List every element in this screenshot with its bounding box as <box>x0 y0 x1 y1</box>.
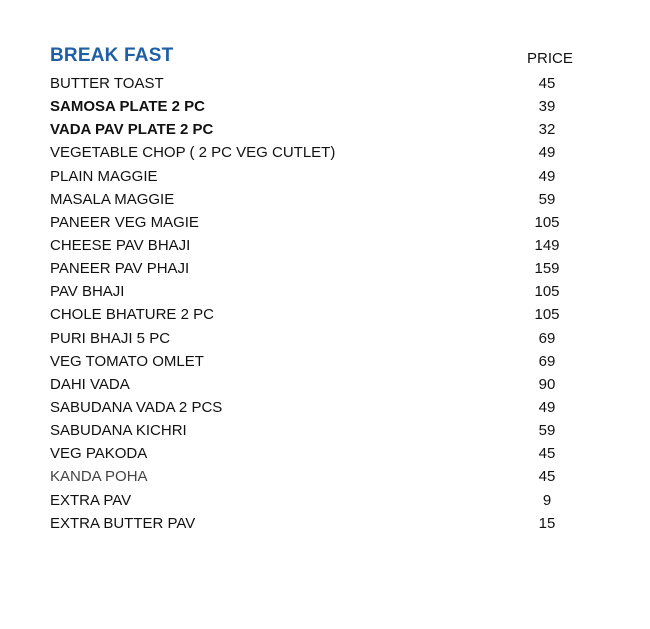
menu-item-row <box>0 396 650 419</box>
menu-item-row <box>0 165 650 188</box>
menu-item-price: 69 <box>538 329 556 347</box>
menu-item-row <box>0 350 650 373</box>
menu-item-name: VEGETABLE CHOP ( 2 PC VEG CUTLET) <box>50 144 336 162</box>
menu-item-row <box>0 465 650 488</box>
menu-item-row <box>0 141 650 164</box>
menu-item-name: CHEESE PAV BHAJI <box>50 236 191 254</box>
menu-item-name: VADA PAV PLATE 2 PC <box>50 121 214 139</box>
menu-item-row <box>0 188 650 211</box>
menu-item-row <box>0 257 650 280</box>
menu-item-list <box>0 72 650 535</box>
menu-item-price: 59 <box>538 422 556 440</box>
menu-item-name: PANEER VEG MAGIE <box>50 213 199 231</box>
menu-item-price: 49 <box>538 167 556 185</box>
menu-item-name: VEG PAKODA <box>50 445 148 463</box>
menu-item-row <box>0 442 650 465</box>
menu-item-row <box>0 373 650 396</box>
menu-item-row <box>0 489 650 512</box>
menu-item-row <box>0 280 650 303</box>
menu-item-price: 15 <box>538 514 556 532</box>
price-column-header: PRICE <box>527 50 573 67</box>
menu-item-price: 69 <box>538 352 556 370</box>
menu-item-row <box>0 72 650 95</box>
menu-item-price: 105 <box>534 283 560 301</box>
menu-item-row <box>0 512 650 535</box>
menu-item-price: 49 <box>538 144 556 162</box>
menu-item-name: SABUDANA KICHRI <box>50 422 187 440</box>
menu-item-name: MASALA MAGGIE <box>50 190 175 208</box>
menu-item-name: EXTRA BUTTER PAV <box>50 514 196 532</box>
menu-item-price: 105 <box>534 213 560 231</box>
menu-item-price: 90 <box>538 375 556 393</box>
menu-item-price: 45 <box>538 468 556 486</box>
menu-item-row <box>0 118 650 141</box>
menu-item-name: BUTTER TOAST <box>50 75 164 92</box>
menu-item-price: 59 <box>538 190 556 208</box>
menu-item-name: PANEER PAV PHAJI <box>50 260 190 278</box>
menu-item-row <box>0 211 650 234</box>
section-title: BREAK FAST <box>50 45 174 66</box>
menu-item-name: EXTRA PAV <box>50 491 132 509</box>
menu-item-name: DAHI VADA <box>50 375 130 393</box>
menu-item-name: VEG TOMATO OMLET <box>50 352 204 370</box>
menu-item-name: CHOLE BHATURE 2 PC <box>50 306 214 324</box>
menu-item-name: KANDA POHA <box>50 468 148 486</box>
menu-item-name: SABUDANA VADA 2 PCS <box>50 398 223 416</box>
menu-item-price: 45 <box>538 445 556 463</box>
menu-item-row <box>0 419 650 442</box>
menu-item-name: PURI BHAJI 5 PC <box>50 329 171 347</box>
menu-item-name: SAMOSA PLATE 2 PC <box>50 98 206 116</box>
menu-item-price: 32 <box>538 121 556 139</box>
menu-item-price: 159 <box>534 260 560 278</box>
menu-item-name: PLAIN MAGGIE <box>50 167 158 185</box>
menu-item-row <box>0 327 650 350</box>
menu-item-price: 149 <box>534 236 560 254</box>
menu-item-price: 39 <box>538 98 556 116</box>
menu-item-row <box>0 234 650 257</box>
menu-item-price: 45 <box>538 75 556 92</box>
menu-item-row <box>0 95 650 118</box>
menu-item-price: 105 <box>534 306 560 324</box>
menu-item-price: 49 <box>538 398 556 416</box>
menu-item-row <box>0 303 650 326</box>
menu-item-name: PAV BHAJI <box>50 283 125 301</box>
menu-item-price: 9 <box>542 491 552 509</box>
